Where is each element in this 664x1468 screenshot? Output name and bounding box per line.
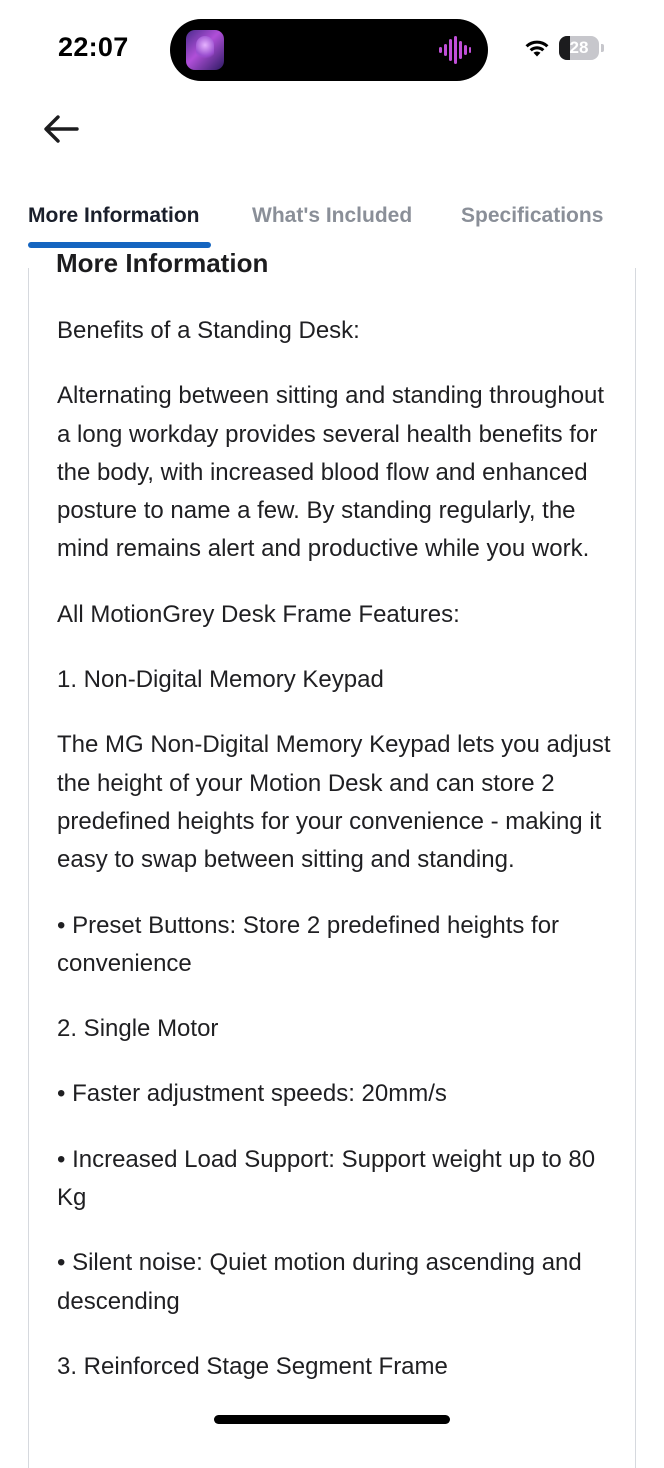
audio-waveform-icon [438, 35, 472, 65]
battery-level: 28 [569, 38, 589, 57]
status-indicators [523, 36, 604, 60]
paragraph: 3. Reinforced Stage Segment Frame [57, 1352, 448, 1380]
paragraph: All MotionGrey Desk Frame Features: [57, 600, 460, 628]
more-information-panel[interactable] [28, 248, 636, 1468]
now-playing-artwork[interactable] [186, 30, 224, 70]
status-time: 22:07 [58, 32, 129, 62]
battery-cap [601, 44, 604, 52]
paragraph: 1. Non-Digital Memory Keypad [57, 666, 384, 694]
paragraph: 2. Single Motor [57, 1015, 219, 1043]
tab-specifications[interactable]: Specifications [461, 204, 604, 227]
description-content [57, 312, 617, 1413]
status-bar [0, 0, 664, 100]
section-heading: More Information [56, 248, 269, 278]
paragraph: The MG Non-Digital Memory Keypad lets you adjust the height of your Motion Desk and can store 2 predefined heights for your convenience - making it easy to swap between sitting and standing. [57, 731, 611, 874]
paragraph: Alternating between sitting and standing throughout a long workday provides several health benefits for the body, with increased blood flow and enhanced posture to name a few. By standing regularly, the mind remains alert and productive while you work. [57, 382, 605, 563]
tab-whats-included[interactable]: What's Included [252, 204, 413, 227]
paragraph: Benefits of a Standing Desk: [57, 317, 360, 344]
bullet-item: • Preset Buttons: Store 2 predefined heights for convenience [57, 911, 560, 977]
home-indicator[interactable] [214, 1415, 450, 1424]
arrow-left-icon [42, 114, 80, 144]
bullet-item: • Silent noise: Quiet motion during ascending and descending [57, 1249, 582, 1315]
tab-more-information[interactable]: More Information [28, 204, 200, 227]
tab-bar [0, 190, 664, 250]
back-button[interactable] [38, 106, 84, 152]
battery-icon [559, 36, 599, 60]
wifi-icon [523, 37, 551, 59]
dynamic-island[interactable] [170, 19, 488, 81]
bullet-item: • Faster adjustment speeds: 20mm/s [57, 1080, 447, 1108]
bullet-item: • Increased Load Support: Support weight up to 80 Kg [57, 1145, 596, 1212]
